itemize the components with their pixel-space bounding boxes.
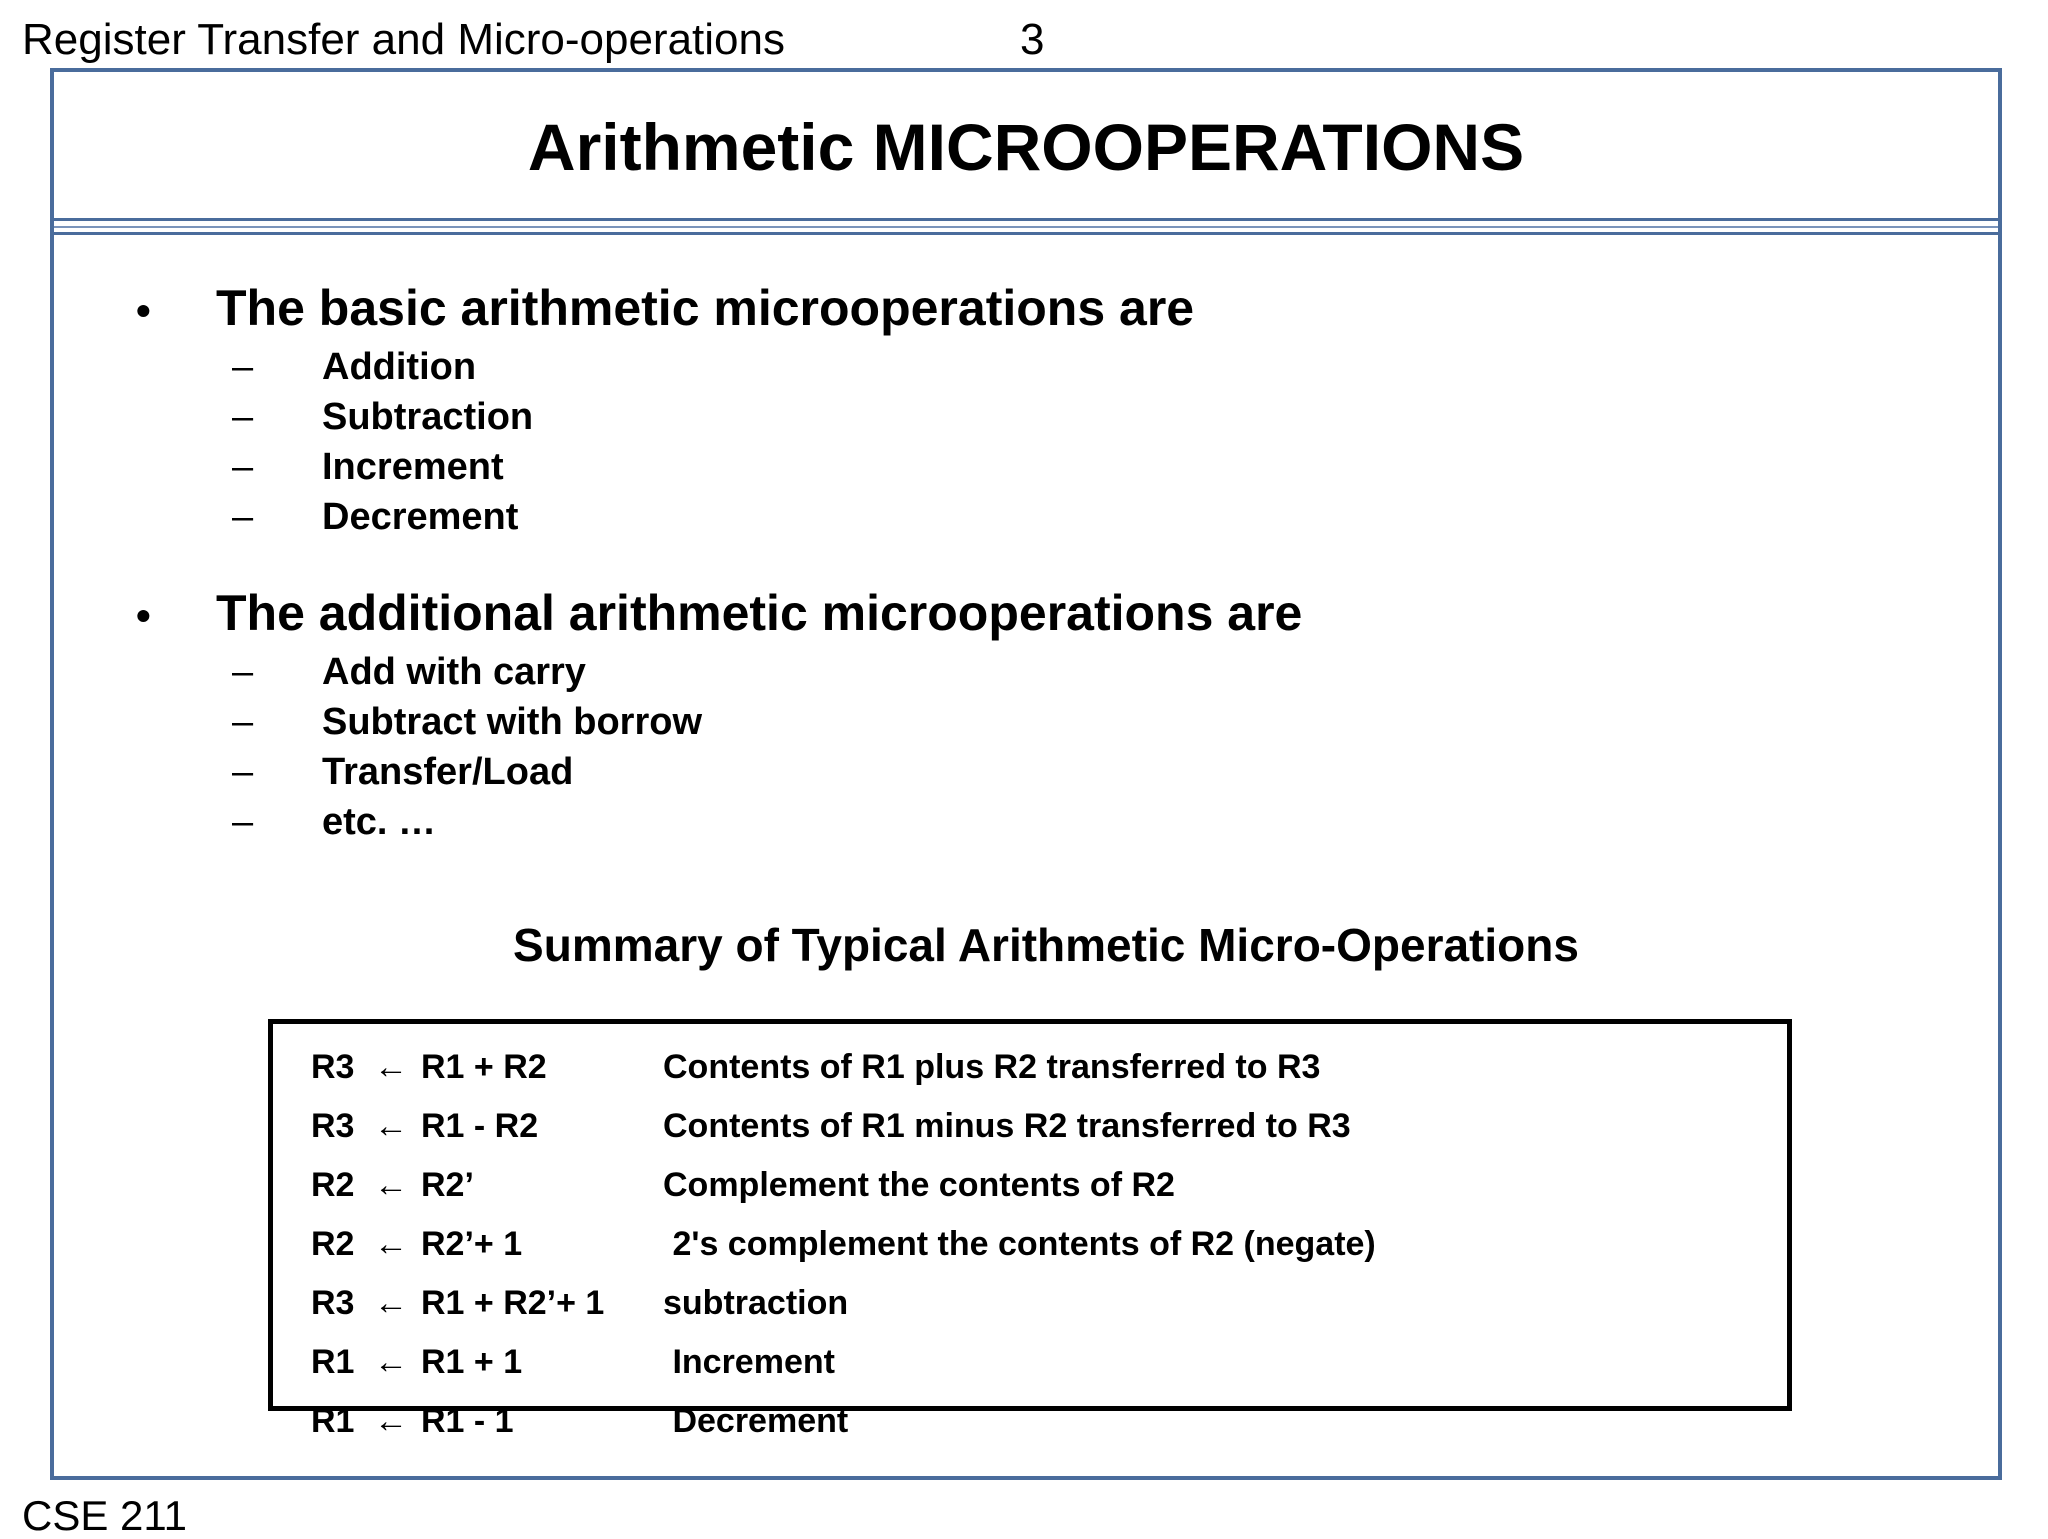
table-row	[273, 1284, 1787, 1343]
table-row	[273, 1048, 1787, 1107]
list-item	[126, 697, 1826, 747]
list-item	[126, 392, 1826, 442]
bullet-text: The basic arithmetic microoperations are	[216, 280, 1195, 336]
list-item-text: etc. …	[322, 801, 437, 843]
left-arrow-icon: ←	[374, 1402, 408, 1440]
summary-title: Summary of Typical Arithmetic Micro-Operations	[513, 919, 1579, 971]
dash-icon: –	[232, 701, 254, 743]
bullet-dot-icon: •	[136, 592, 151, 639]
slide-frame	[50, 68, 2002, 1480]
dash-icon: –	[232, 346, 254, 388]
op-description: 2's complement the contents of R2 (negate)	[663, 1225, 1376, 1263]
list-item-text: Subtraction	[322, 396, 534, 438]
op-destination: R1	[311, 1343, 355, 1381]
dash-icon: –	[232, 801, 254, 843]
bullet-text: The additional arithmetic microoperations are	[216, 585, 1303, 641]
left-arrow-icon: ←	[374, 1048, 408, 1086]
left-arrow-icon: ←	[374, 1166, 408, 1204]
sub-list	[126, 647, 1826, 847]
operations-table	[268, 1019, 1792, 1440]
list-item-text: Subtract with borrow	[322, 701, 702, 743]
list-item-text: Increment	[322, 446, 504, 488]
list-item-text: Add with carry	[322, 651, 586, 693]
table-row	[273, 1107, 1787, 1166]
list-item-text: Transfer/Load	[322, 751, 574, 793]
title-divider	[54, 226, 1998, 228]
dash-icon: –	[232, 446, 254, 488]
left-arrow-icon: ←	[374, 1343, 408, 1381]
op-description: Contents of R1 minus R2 transferred to R3	[663, 1107, 1351, 1145]
op-description: Decrement	[663, 1402, 849, 1440]
list-item	[126, 442, 1826, 492]
op-description: Complement the contents of R2	[663, 1166, 1175, 1204]
op-destination: R2	[311, 1225, 355, 1263]
list-item	[126, 747, 1826, 797]
bullet-list	[126, 277, 1826, 887]
page-number: 3	[1020, 15, 1045, 64]
bullet-additional	[126, 582, 1826, 847]
list-item	[126, 342, 1826, 392]
dash-icon: –	[232, 396, 254, 438]
slide-title: Arithmetic MICROOPERATIONS	[527, 110, 1525, 184]
table-row	[273, 1343, 1787, 1402]
list-item	[126, 797, 1826, 847]
table-row	[273, 1166, 1787, 1225]
op-destination: R3	[311, 1107, 355, 1145]
dash-icon: –	[232, 751, 254, 793]
op-destination: R3	[311, 1284, 355, 1322]
left-arrow-icon: ←	[374, 1107, 408, 1145]
bullet-basic	[126, 277, 1826, 542]
course-code: CSE 211	[22, 1492, 187, 1539]
op-description: Contents of R1 plus R2 transferred to R3	[663, 1048, 1321, 1086]
bullet-dot-icon: •	[136, 287, 151, 334]
op-expression: R1 - 1	[421, 1402, 514, 1440]
op-expression: R2’	[421, 1166, 474, 1204]
title-divider	[54, 232, 1998, 235]
op-expression: R1 + R2’+ 1	[421, 1284, 605, 1322]
op-destination: R3	[311, 1048, 355, 1086]
left-arrow-icon: ←	[374, 1225, 408, 1263]
op-expression: R1 + 1	[421, 1343, 523, 1381]
list-item	[126, 492, 1826, 542]
list-item-text: Addition	[322, 346, 477, 388]
op-expression: R1 + R2	[421, 1048, 547, 1086]
left-arrow-icon: ←	[374, 1284, 408, 1322]
slide-title-bar	[54, 72, 1998, 220]
dash-icon: –	[232, 651, 254, 693]
table-row	[273, 1225, 1787, 1284]
op-expression: R1 - R2	[421, 1107, 539, 1145]
title-divider	[54, 218, 1998, 221]
list-item	[126, 647, 1826, 697]
op-description: Increment	[663, 1343, 835, 1381]
sub-list	[126, 342, 1826, 542]
op-destination: R2	[311, 1166, 355, 1204]
lecture-title: Register Transfer and Micro-operations	[22, 15, 785, 64]
op-destination: R1	[311, 1402, 355, 1440]
table-row	[273, 1402, 1787, 1461]
op-description: subtraction	[663, 1284, 849, 1322]
list-item-text: Decrement	[322, 496, 519, 538]
op-expression: R2’+ 1	[421, 1225, 523, 1263]
dash-icon: –	[232, 496, 254, 538]
